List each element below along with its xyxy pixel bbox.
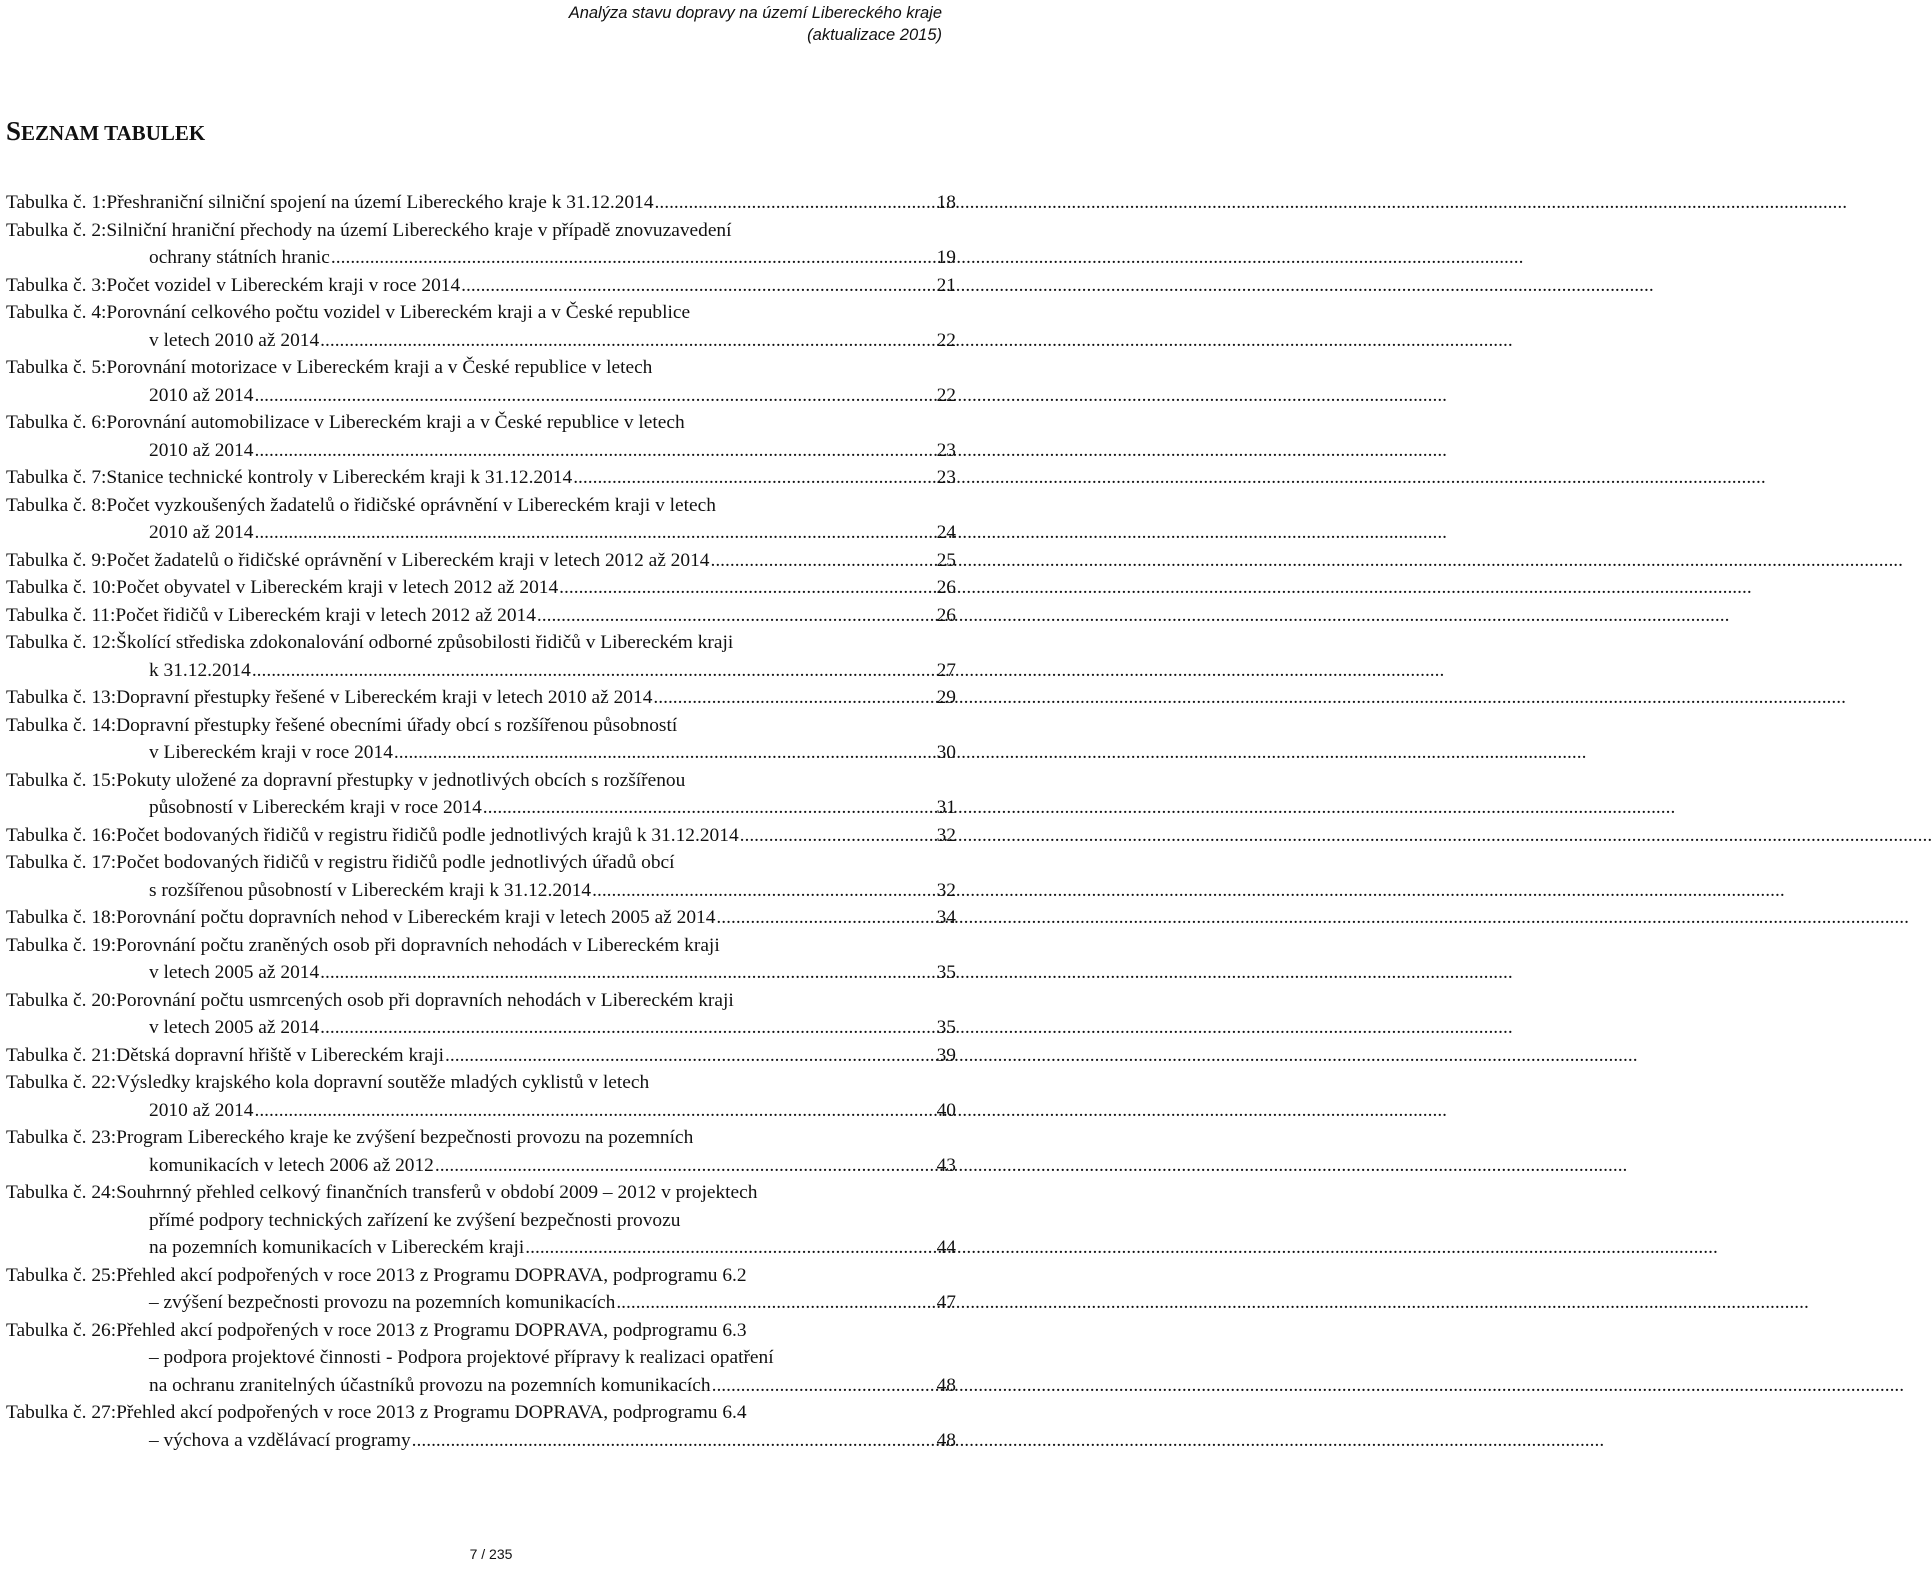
toc-entry-line xyxy=(6,849,956,877)
toc-entry-line xyxy=(6,1372,956,1400)
running-header xyxy=(569,2,942,46)
toc-page-number: 24 xyxy=(936,522,956,543)
toc-leader-dots xyxy=(483,794,935,822)
toc-entry-line xyxy=(6,1069,956,1097)
toc-entry-label: Tabulka č. 15: xyxy=(6,769,117,791)
toc-entry-line xyxy=(6,1427,956,1455)
toc-page-number: 27 xyxy=(936,659,956,681)
toc-entry-label: Tabulka č. 6: xyxy=(6,412,107,433)
toc-entry[interactable] xyxy=(6,1399,956,1454)
toc-leader-dots xyxy=(412,1427,935,1455)
toc-entry[interactable] xyxy=(6,217,956,272)
toc-entry-text: Počet řidičů v Libereckém kraji v letech 2012 až 2014 xyxy=(115,604,536,626)
toc-entry-line xyxy=(6,244,956,272)
toc-entry-text: – zvýšení bezpečnosti provozu na pozemních komunikacích xyxy=(149,1292,616,1313)
toc-entry-text: – výchova a vzdělávací programy xyxy=(149,1429,411,1451)
toc-entry-line xyxy=(6,574,956,602)
toc-entry[interactable] xyxy=(6,932,956,987)
toc-entry-line xyxy=(6,1152,956,1180)
toc-entry-text: ochrany státních hranic xyxy=(149,247,330,268)
toc-entry-text: Počet bodovaných řidičů v registru řidičů podle jednotlivých úřadů obcí xyxy=(116,852,675,873)
toc-leader-dots xyxy=(573,464,934,492)
toc-entry-text: Přehled akcí podpořených v roce 2013 z Programu DOPRAVA, podprogramu 6.4 xyxy=(116,1402,747,1423)
toc-leader-dots xyxy=(320,327,934,355)
toc-entry[interactable] xyxy=(6,299,956,354)
toc-entry-text: Počet vyzkoušených žadatelů o řidičské oprávnění v Libereckém kraji v letech xyxy=(106,494,716,516)
toc-entry-text: Dětská dopravní hřiště v Libereckém kraji xyxy=(116,1044,445,1066)
toc-leader-dots xyxy=(254,437,934,465)
toc-entry-line xyxy=(6,877,956,905)
toc-entry[interactable] xyxy=(6,602,956,630)
toc-page-number: 23 xyxy=(936,467,956,488)
toc-entry-text: Počet bodovaných řidičů v registru řidičů podle jednotlivých krajů k 31.12.2014 xyxy=(116,824,739,846)
toc-entry[interactable] xyxy=(6,547,956,575)
toc-entry-line xyxy=(6,327,956,355)
title-initial: S xyxy=(6,116,22,146)
toc-entry-label: Tabulka č. 13: xyxy=(6,687,117,708)
toc-entry-label: Tabulka č. 1: xyxy=(6,192,107,213)
toc-entry[interactable] xyxy=(6,464,956,492)
toc-entry[interactable] xyxy=(6,849,956,904)
toc-page-number: 39 xyxy=(936,1044,956,1066)
toc-entry-line xyxy=(6,712,956,740)
toc-entry[interactable] xyxy=(6,354,956,409)
toc-entry-line xyxy=(6,739,956,767)
toc-entry-label: Tabulka č. 10: xyxy=(6,577,117,598)
toc-leader-dots xyxy=(435,1152,935,1180)
toc-entry-text: Počet vozidel v Libereckém kraji v roce 2014 xyxy=(106,274,461,296)
toc-entry-line xyxy=(6,464,956,492)
table-of-tables xyxy=(6,189,956,1454)
toc-entry-text: v letech 2005 až 2014 xyxy=(149,1017,320,1038)
toc-entry-line xyxy=(6,904,956,932)
toc-entry-line xyxy=(6,1179,956,1207)
toc-entry[interactable] xyxy=(6,767,956,822)
toc-entry-line xyxy=(6,987,956,1015)
toc-entry-line xyxy=(6,1262,956,1290)
toc-entry-line xyxy=(6,932,956,960)
toc-page-number: 30 xyxy=(936,742,956,763)
toc-entry-text: Přehled akcí podpořených v roce 2013 z Programu DOPRAVA, podprogramu 6.2 xyxy=(116,1264,747,1286)
toc-entry-line xyxy=(6,602,956,630)
toc-entry-label: Tabulka č. 14: xyxy=(6,714,117,736)
title-rest: EZNAM TABULEK xyxy=(21,121,206,145)
toc-entry-line xyxy=(6,409,956,437)
toc-entry-line xyxy=(6,1124,956,1152)
toc-entry-label: Tabulka č. 27: xyxy=(6,1402,117,1423)
toc-entry-label: Tabulka č. 18: xyxy=(6,907,117,928)
toc-entry[interactable] xyxy=(6,1069,956,1124)
toc-entry-text: v letech 2010 až 2014 xyxy=(149,329,320,351)
toc-page-number: 23 xyxy=(936,439,956,461)
toc-page-number: 48 xyxy=(936,1429,956,1451)
toc-page-number: 43 xyxy=(936,1154,956,1176)
toc-page-number: 35 xyxy=(936,962,956,983)
toc-leader-dots xyxy=(655,189,935,217)
toc-page-number: 21 xyxy=(936,274,956,296)
toc-page-number: 48 xyxy=(936,1374,956,1396)
toc-entry-line xyxy=(6,767,956,795)
toc-page-number: 25 xyxy=(936,549,956,571)
toc-entry-text: na pozemních komunikacích v Libereckém kraji xyxy=(149,1237,525,1258)
toc-entry-label: Tabulka č. 11: xyxy=(6,604,116,626)
page-number: 7 / 235 xyxy=(469,1546,513,1562)
toc-entry-line xyxy=(6,794,956,822)
toc-entry-label: Tabulka č. 24: xyxy=(6,1182,117,1203)
toc-entry-label: Tabulka č. 16: xyxy=(6,824,117,846)
toc-page-number: 34 xyxy=(936,907,956,928)
toc-entry-text: s rozšířenou působností v Libereckém kraji k 31.12.2014 xyxy=(149,879,592,901)
toc-entry-line xyxy=(6,684,956,712)
toc-page-number: 47 xyxy=(936,1292,956,1313)
toc-entry-text: Školící střediska zdokonalování odborné způsobilosti řidičů v Libereckém kraji xyxy=(116,632,734,653)
toc-leader-dots xyxy=(712,1372,935,1400)
toc-entry-text: Porovnání celkového počtu vozidel v Libereckém kraji a v České republice xyxy=(106,302,691,323)
toc-entry-text: Porovnání motorizace v Libereckém kraji a v České republice v letech xyxy=(106,357,653,378)
toc-entry-text: Porovnání počtu usmrcených osob při dopravních nehodách v Libereckém kraji xyxy=(116,989,734,1011)
toc-entry-label: Tabulka č. 2: xyxy=(6,219,107,241)
toc-entry-line xyxy=(6,629,956,657)
toc-entry[interactable] xyxy=(6,629,956,684)
toc-entry[interactable] xyxy=(6,189,956,217)
toc-entry-line xyxy=(6,1014,956,1042)
toc-entry-text: Dopravní přestupky řešené obecními úřady obcí s rozšířenou působností xyxy=(116,714,678,736)
toc-entry-line xyxy=(6,382,956,410)
toc-entry-label: Tabulka č. 20: xyxy=(6,989,117,1011)
toc-entry-label: Tabulka č. 26: xyxy=(6,1319,117,1341)
toc-entry-line xyxy=(6,354,956,382)
toc-entry-line xyxy=(6,1344,956,1372)
toc-entry-text: na ochranu zranitelných účastníků provozu na pozemních komunikacích xyxy=(149,1374,711,1396)
toc-entry-line xyxy=(6,492,956,520)
toc-entry-line xyxy=(6,299,956,327)
toc-entry[interactable] xyxy=(6,1124,956,1179)
toc-entry[interactable] xyxy=(6,712,956,767)
toc-entry-label: Tabulka č. 3: xyxy=(6,274,107,296)
toc-entry-text: Počet obyvatel v Libereckém kraji v letech 2012 až 2014 xyxy=(116,577,559,598)
toc-entry[interactable] xyxy=(6,1262,956,1317)
toc-entry-text: komunikacích v letech 2006 až 2012 xyxy=(149,1154,434,1176)
toc-entry-text: Program Libereckého kraje ke zvýšení bezpečnosti provozu na pozemních xyxy=(116,1127,694,1148)
toc-entry-label: Tabulka č. 22: xyxy=(6,1072,117,1093)
toc-page-number: 44 xyxy=(936,1237,956,1258)
toc-leader-dots xyxy=(740,822,935,850)
toc-entry-text: Porovnání počtu zraněných osob při dopravních nehodách v Libereckém kraji xyxy=(116,934,720,956)
toc-entry-text: Počet žadatelů o řidičské oprávnění v Libereckém kraji v letech 2012 až 2014 xyxy=(106,549,710,571)
toc-leader-dots xyxy=(525,1234,934,1262)
toc-entry-line xyxy=(6,1042,956,1070)
toc-page-number: 31 xyxy=(936,797,956,818)
toc-entry[interactable] xyxy=(6,904,956,932)
toc-entry-line xyxy=(6,272,956,300)
toc-entry-line xyxy=(6,547,956,575)
toc-leader-dots xyxy=(320,1014,934,1042)
toc-entry-label: Tabulka č. 7: xyxy=(6,467,107,488)
toc-entry[interactable] xyxy=(6,574,956,602)
toc-leader-dots xyxy=(653,684,934,712)
toc-entry-line xyxy=(6,1317,956,1345)
toc-entry[interactable] xyxy=(6,492,956,547)
toc-entry-text: 2010 až 2014 xyxy=(149,1099,254,1121)
toc-entry-label: Tabulka č. 9: xyxy=(6,549,107,571)
toc-entry-label: Tabulka č. 8: xyxy=(6,494,107,516)
toc-entry-text: působností v Libereckém kraji v roce 2014 xyxy=(149,797,482,818)
toc-leader-dots xyxy=(445,1042,935,1070)
toc-page-number: 19 xyxy=(936,247,956,268)
toc-leader-dots xyxy=(320,959,934,987)
toc-entry[interactable] xyxy=(6,822,956,850)
header-title: Analýza stavu dopravy na území Libereckého kraje xyxy=(568,4,942,22)
toc-leader-dots xyxy=(716,904,934,932)
toc-entry[interactable] xyxy=(6,272,956,300)
toc-leader-dots xyxy=(254,519,934,547)
toc-entry-line xyxy=(6,1097,956,1125)
toc-entry-text: Porovnání počtu dopravních nehod v Libereckém kraji v letech 2005 až 2014 xyxy=(116,907,716,928)
toc-leader-dots xyxy=(710,547,934,575)
toc-entry-label: Tabulka č. 19: xyxy=(6,934,117,956)
toc-entry-text: v letech 2005 až 2014 xyxy=(149,962,320,983)
toc-entry-label: Tabulka č. 12: xyxy=(6,632,117,653)
page-title xyxy=(6,114,205,150)
toc-leader-dots xyxy=(616,1289,934,1317)
toc-entry[interactable] xyxy=(6,1042,956,1070)
toc-entry-text: Porovnání automobilizace v Libereckém kraji a v České republice v letech xyxy=(106,412,685,433)
toc-leader-dots xyxy=(254,1097,934,1125)
toc-leader-dots xyxy=(559,574,934,602)
toc-entry[interactable] xyxy=(6,1317,956,1400)
toc-entry-text: k 31.12.2014 xyxy=(149,659,251,681)
toc-entry-text: Silniční hraniční přechody na území Libereckého kraje v případě znovuzavedení xyxy=(106,219,732,241)
toc-entry-line xyxy=(6,1399,956,1427)
toc-entry[interactable] xyxy=(6,987,956,1042)
toc-entry-text: – podpora projektové činnosti - Podpora projektové přípravy k realizaci opatření xyxy=(149,1347,774,1368)
toc-entry[interactable] xyxy=(6,684,956,712)
toc-entry-line xyxy=(6,1289,956,1317)
toc-entry-text: 2010 až 2014 xyxy=(149,384,254,406)
toc-leader-dots xyxy=(394,739,935,767)
toc-entry-text: Přehled akcí podpořených v roce 2013 z Programu DOPRAVA, podprogramu 6.3 xyxy=(116,1319,747,1341)
toc-leader-dots xyxy=(331,244,935,272)
toc-entry-label: Tabulka č. 25: xyxy=(6,1264,117,1286)
toc-leader-dots xyxy=(252,657,935,685)
toc-page-number: 26 xyxy=(936,604,956,626)
toc-entry-line xyxy=(6,437,956,465)
toc-entry-label: Tabulka č. 17: xyxy=(6,852,117,873)
toc-page-number: 29 xyxy=(936,687,956,708)
toc-entry-text: Pokuty uložené za dopravní přestupky v jednotlivých obcích s rozšířenou xyxy=(116,769,686,791)
toc-page-number: 22 xyxy=(936,329,956,351)
toc-entry-text: 2010 až 2014 xyxy=(149,522,254,543)
toc-page-number: 22 xyxy=(936,384,956,406)
toc-entry-line xyxy=(6,959,956,987)
toc-entry-text: 2010 až 2014 xyxy=(149,439,254,461)
toc-entry-line xyxy=(6,657,956,685)
toc-page-number: 32 xyxy=(936,824,956,846)
toc-entry-text: Dopravní přestupky řešené v Libereckém kraji v letech 2010 až 2014 xyxy=(116,687,653,708)
toc-entry-line xyxy=(6,1234,956,1262)
toc-page-number: 18 xyxy=(936,192,956,213)
toc-entry[interactable] xyxy=(6,409,956,464)
toc-entry-label: Tabulka č. 21: xyxy=(6,1044,117,1066)
toc-entry[interactable] xyxy=(6,1179,956,1262)
toc-leader-dots xyxy=(254,382,934,410)
toc-page-number: 32 xyxy=(936,879,956,901)
toc-entry-label: Tabulka č. 5: xyxy=(6,357,107,378)
page-footer xyxy=(0,1546,960,1562)
toc-entry-text: Přeshraniční silniční spojení na území Libereckého kraje k 31.12.2014 xyxy=(106,192,654,213)
toc-leader-dots xyxy=(461,272,934,300)
toc-entry-line xyxy=(6,1207,956,1235)
toc-page-number: 35 xyxy=(936,1017,956,1038)
toc-entry-text: přímé podpory technických zařízení ke zvýšení bezpečnosti provozu xyxy=(149,1209,681,1231)
toc-entry-text: v Libereckém kraji v roce 2014 xyxy=(149,742,393,763)
toc-entry-text: Stanice technické kontroly v Libereckém kraji k 31.12.2014 xyxy=(106,467,573,488)
toc-leader-dots xyxy=(537,602,935,630)
toc-entry-text: Souhrnný přehled celkový finančních transferů v období 2009 – 2012 v projektech xyxy=(116,1182,758,1203)
header-subtitle: (aktualizace 2015) xyxy=(807,26,942,44)
toc-entry-label: Tabulka č. 23: xyxy=(6,1127,117,1148)
toc-entry-line xyxy=(6,822,956,850)
toc-entry-text: Výsledky krajského kola dopravní soutěže mladých cyklistů v letech xyxy=(116,1072,650,1093)
toc-entry-line xyxy=(6,189,956,217)
toc-entry-label: Tabulka č. 4: xyxy=(6,302,107,323)
toc-entry-line xyxy=(6,519,956,547)
toc-entry-line xyxy=(6,217,956,245)
toc-page-number: 40 xyxy=(936,1099,956,1121)
toc-page-number: 26 xyxy=(936,577,956,598)
toc-leader-dots xyxy=(592,877,934,905)
